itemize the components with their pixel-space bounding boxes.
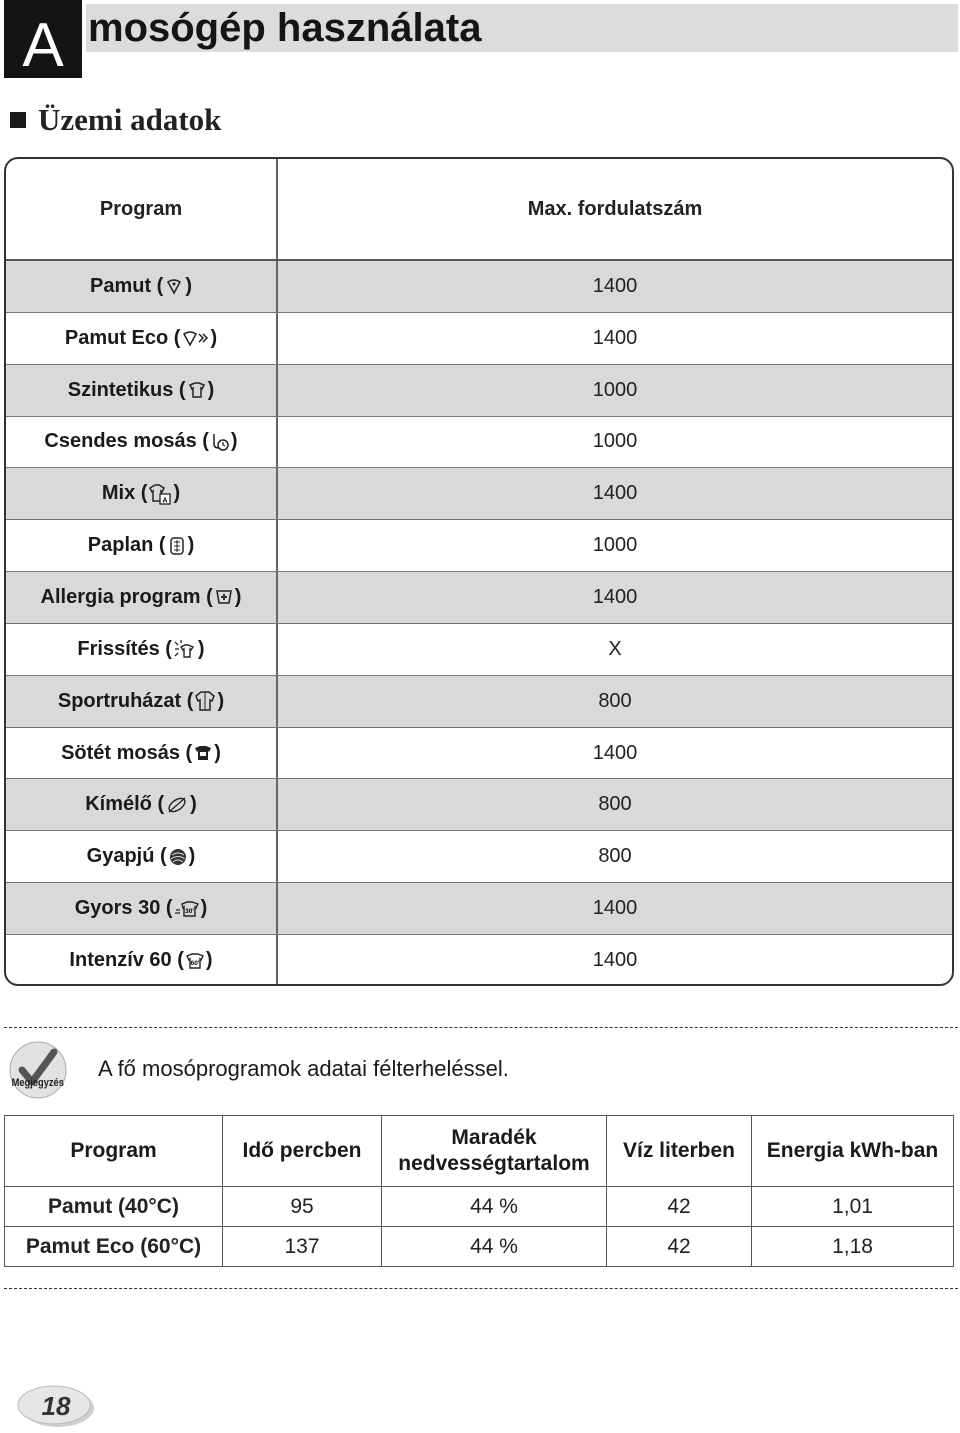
intensive-60-icon: [185, 951, 205, 971]
column-header-max-speed: Max. fordulatszám: [527, 197, 703, 220]
table-row: Pamut ( ) 1400: [6, 261, 952, 313]
table-row: Csendes mosás ( ) 1000: [6, 417, 952, 469]
note-text: A fő mosóprogramok adatai félterheléssel.: [98, 1056, 509, 1081]
program-name: Pamut (: [89, 274, 164, 297]
column-header-water: Víz literben: [607, 1116, 752, 1187]
program-name: Csendes mosás (: [44, 430, 209, 453]
table-row: Intenzív 60 ( 60' ) 1400: [6, 935, 952, 986]
max-speed-value: 1400: [592, 949, 638, 972]
table-row: Kímélő ( ) 800: [6, 779, 952, 831]
max-speed-value: 1400: [592, 274, 638, 297]
duvet-icon: [167, 536, 187, 556]
program-name: Szintetikus (: [67, 378, 186, 401]
wool-icon: [168, 847, 188, 867]
column-header-time: Idő percben: [223, 1116, 382, 1187]
note-checkmark-icon: [8, 1040, 68, 1100]
dashed-divider-bottom: [4, 1288, 958, 1289]
delicate-icon: [165, 795, 189, 815]
moisture-cell: 44 %: [382, 1187, 607, 1227]
quick-30-icon: [174, 899, 200, 919]
energy-cell: 1,01: [752, 1187, 954, 1227]
svg-text:60': 60': [190, 959, 200, 967]
table-row: Sötét mosás ( ) 1400: [6, 728, 952, 780]
max-speed-value: 1400: [592, 897, 638, 920]
table-row: Szintetikus ( ) 1000: [6, 365, 952, 417]
note-icon-label: Megjegyzés: [11, 1077, 64, 1090]
section-heading: [10, 100, 221, 140]
energy-cell: 1,18: [752, 1227, 954, 1267]
max-speed-value: 800: [598, 845, 632, 868]
program-name: Mix (: [101, 482, 148, 505]
column-header-moisture: Maradék nedvességtartalom: [382, 1116, 607, 1187]
table-row: [5, 1227, 954, 1267]
moisture-cell: 44 %: [382, 1227, 607, 1267]
section-title: Üzemi adatok: [38, 102, 222, 137]
column-header-energy: Energia kWh-ban: [752, 1116, 954, 1187]
table-row: Mix ( A ) 1400: [6, 468, 952, 520]
table-header-row: [5, 1116, 954, 1187]
table-row: Sportruházat ( ) 800: [6, 676, 952, 728]
spin-speed-table: [4, 157, 954, 986]
max-speed-value: 1400: [592, 326, 638, 349]
page-number: 18: [41, 1391, 71, 1421]
max-speed-value: 1400: [592, 482, 638, 505]
program-name: Paplan (: [87, 534, 166, 557]
max-speed-value: 800: [598, 689, 632, 712]
table-row: Allergia program ( ) 1400: [6, 572, 952, 624]
program-name: Pamut Eco (: [64, 326, 181, 349]
water-cell: 42: [607, 1187, 752, 1227]
program-name: Gyapjú (: [86, 845, 167, 868]
svg-text:30': 30': [184, 907, 194, 915]
max-speed-value: 1400: [592, 585, 638, 608]
svg-text:A: A: [162, 497, 168, 505]
allergy-icon: [214, 587, 234, 607]
program-name: Sötét mosás (: [61, 741, 193, 764]
max-speed-value: 1400: [592, 741, 638, 764]
spin-table-header: [6, 159, 952, 261]
max-speed-value: 1000: [592, 534, 638, 557]
time-cell: 95: [223, 1187, 382, 1227]
table-row: [5, 1187, 954, 1227]
refresh-icon: [173, 639, 197, 659]
program-name: Kímélő (: [85, 793, 165, 816]
table-row: Pamut Eco ( ) 1400: [6, 313, 952, 365]
program-cell: Pamut (40°C): [5, 1187, 223, 1227]
program-cell: Pamut Eco (60°C): [5, 1227, 223, 1267]
page-number-badge: [16, 1384, 94, 1428]
table-row: Paplan ( ) 1000: [6, 520, 952, 572]
max-speed-value: 1000: [592, 430, 638, 453]
program-name: Intenzív 60 (: [69, 949, 184, 972]
synthetic-icon: [187, 380, 207, 400]
program-name: Frissítés (: [77, 637, 172, 660]
max-speed-value: 1000: [592, 378, 638, 401]
chapter-letter: A: [4, 0, 82, 78]
time-cell: 137: [223, 1227, 382, 1267]
program-name: Allergia program (: [40, 585, 213, 608]
table-row: Gyapjú ( ) 800: [6, 831, 952, 883]
table-row: Frissítés ( ) X: [6, 624, 952, 676]
program-name: Gyors 30 (: [74, 897, 173, 920]
program-name: Sportruházat (: [57, 689, 194, 712]
mix-icon: [148, 482, 172, 506]
quiet-wash-icon: [210, 432, 230, 452]
square-bullet-icon: [10, 112, 26, 128]
dashed-divider-top: [4, 1027, 958, 1028]
water-cell: 42: [607, 1227, 752, 1267]
table-row: Gyors 30 ( 30' ) 1400: [6, 883, 952, 935]
cotton-icon: [164, 276, 184, 296]
consumption-table: [4, 1115, 954, 1267]
column-header-program: Program: [5, 1116, 223, 1187]
cotton-eco-icon: [181, 328, 209, 348]
sportswear-icon: [194, 690, 216, 712]
page-title: mosógép használata: [88, 6, 482, 50]
max-speed-value: X: [608, 637, 622, 660]
dark-wash-icon: [193, 743, 213, 763]
column-header-program: Program: [99, 197, 183, 220]
max-speed-value: 800: [598, 793, 632, 816]
